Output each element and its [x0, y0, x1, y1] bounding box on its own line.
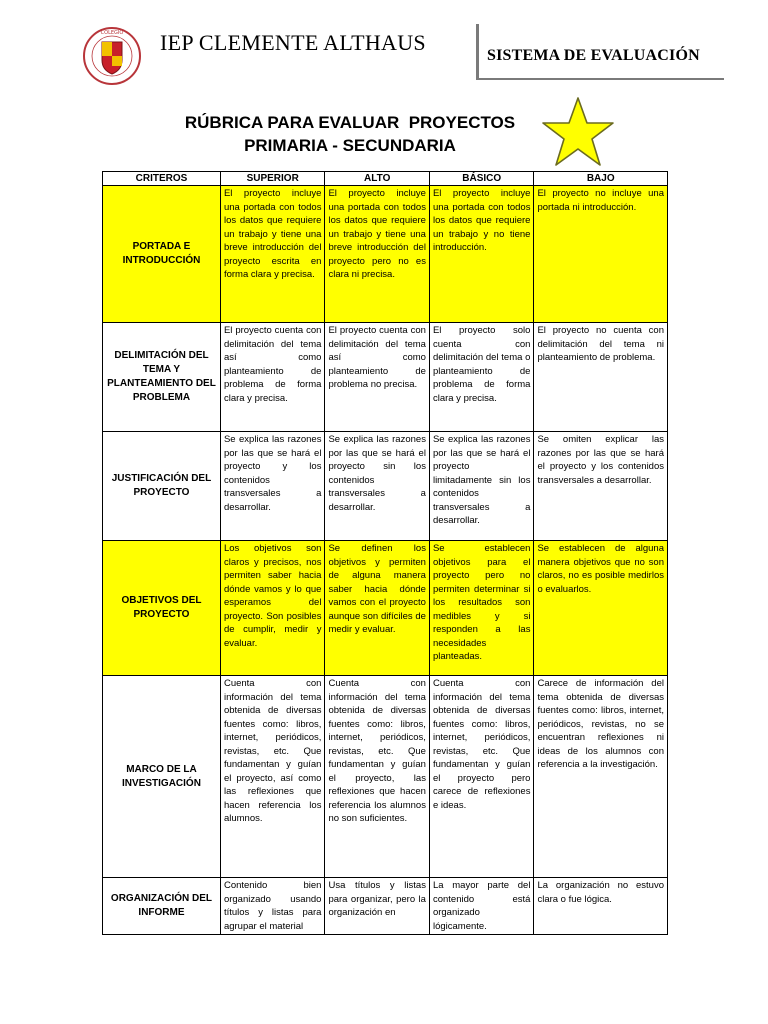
criterion-cell: ORGANIZACIÓN DEL INFORME: [103, 878, 221, 935]
alto-cell: El proyecto incluye una portada con todos los datos que requiere un trabajo y tiene una breve introducción del proyecto pero no es clara ni precisa.: [325, 186, 430, 323]
header-bajo: BAJO: [534, 172, 668, 186]
header-criterios: CRITEROS: [103, 172, 221, 186]
bajo-cell: El proyecto no cuenta con delimitación del tema ni planteamiento de problema.: [534, 323, 668, 432]
alto-cell: El proyecto cuenta con delimitación del tema así como planteamiento de problema no precisa.: [325, 323, 430, 432]
table-row: [103, 541, 668, 676]
bajo-cell: Se omiten explicar las razones por las que se hará el proyecto y los contenidos transversales a desarrollar.: [534, 432, 668, 541]
rubric-table: [102, 171, 668, 935]
superior-cell: El proyecto cuenta con delimitación del tema así como planteamiento de problema de forma clara y precisa.: [220, 323, 325, 432]
criterion-cell: OBJETIVOS DEL PROYECTO: [103, 541, 221, 676]
alto-cell: Se definen los objetivos y permiten de alguna manera saber hacia dónde vamos con el proyecto aunque son difíciles de medir y evaluar.: [325, 541, 430, 676]
header-divider-vertical: [476, 24, 479, 78]
table-row: [103, 676, 668, 878]
bajo-cell: Carece de información del tema obtenida de diversas fuentes como: libros, internet, periódicos, revistas, no se encuentran reflexiones ni ideas de los alumnos con referencia a la investigación.: [534, 676, 668, 878]
basico-cell: La mayor parte del contenido está organizado lógicamente.: [429, 878, 534, 935]
basico-cell: El proyecto incluye una portada con todos los datos que requiere un trabajo y no tiene introducción.: [429, 186, 534, 323]
header-superior: SUPERIOR: [220, 172, 325, 186]
table-row: [103, 432, 668, 541]
criterion-cell: JUSTIFICACIÓN DEL PROYECTO: [103, 432, 221, 541]
superior-cell: Cuenta con información del tema obtenida de diversas fuentes como: libros, internet, periódicos, revistas, etc. Que fundamentan y guían el proyecto, así como las reflexiones que hacen referencia los alumnos.: [220, 676, 325, 878]
alto-cell: Se explica las razones por las que se hará el proyecto sin los contenidos transversales a desarrollar.: [325, 432, 430, 541]
svg-text:COLEGIO: COLEGIO: [100, 30, 124, 36]
star-icon: [540, 95, 616, 169]
header-basico: BÁSICO: [429, 172, 534, 186]
alto-cell: Usa títulos y listas para organizar, pero la organización en: [325, 878, 430, 935]
criterion-cell: MARCO DE LA INVESTIGACIÓN: [103, 676, 221, 878]
header-divider-horizontal: [476, 78, 724, 80]
criterion-cell: DELIMITACIÓN DEL TEMA Y PLANTEAMIENTO DEL PROBLEMA: [103, 323, 221, 432]
table-header-row: [103, 172, 668, 186]
document-title: [150, 111, 550, 157]
title-line-1: RÚBRICA PARA EVALUAR PROYECTOS: [184, 113, 516, 132]
table-row: [103, 186, 668, 323]
basico-cell: El proyecto solo cuenta con delimitación del tema o planteamiento de problema de forma clara y precisa.: [429, 323, 534, 432]
header-alto: ALTO: [325, 172, 430, 186]
basico-cell: Cuenta con información del tema obtenida de diversas fuentes como: libros, internet, periódicos, revistas, etc. Que fundamentan y guían el proyecto pero carece de reflexiones e ideas.: [429, 676, 534, 878]
superior-cell: Los objetivos son claros y precisos, nos permiten saber hacia dónde vamos y lo que esperamos del proyecto. Son posibles de cumplir, medir y evaluar.: [220, 541, 325, 676]
superior-cell: El proyecto incluye una portada con todos los datos que requiere un trabajo y tiene una breve introducción del proyecto escrita en forma clara y precisa.: [220, 186, 325, 323]
criterion-cell: PORTADA E INTRODUCCIÓN: [103, 186, 221, 323]
page-header: [0, 0, 768, 100]
table-row: [103, 878, 668, 935]
school-crest-logo: [78, 26, 146, 86]
school-name: IEP CLEMENTE ALTHAUS: [160, 30, 426, 55]
basico-cell: Se establecen objetivos para el proyecto pero no permiten determinar si los resultados son medibles y si responden a las necesidades planteadas.: [429, 541, 534, 676]
title-line-2: PRIMARIA - SECUNDARIA: [244, 136, 456, 155]
bajo-cell: Se establecen de alguna manera objetivos que no son claros, no es posible medirlos o evaluarlos.: [534, 541, 668, 676]
alto-cell: Cuenta con información del tema obtenida de diversas fuentes como: libros, internet, periódicos, revistas, etc. Que fundamentan y guían el proyecto, las reflexiones que hacen referencia los alumnos no son suficientes.: [325, 676, 430, 878]
superior-cell: Se explica las razones por las que se hará el proyecto y los contenidos transversales a desarrollar.: [220, 432, 325, 541]
bajo-cell: La organización no estuvo clara o fue lógica.: [534, 878, 668, 935]
bajo-cell: El proyecto no incluye una portada ni introducción.: [534, 186, 668, 323]
table-row: [103, 323, 668, 432]
superior-cell: Contenido bien organizado usando títulos y listas para agrupar el material: [220, 878, 325, 935]
system-name: SISTEMA DE EVALUACIÓN: [487, 47, 700, 64]
basico-cell: Se explica las razones por las que se hará el proyecto limitadamente sin los contenidos transversales a desarrollar.: [429, 432, 534, 541]
